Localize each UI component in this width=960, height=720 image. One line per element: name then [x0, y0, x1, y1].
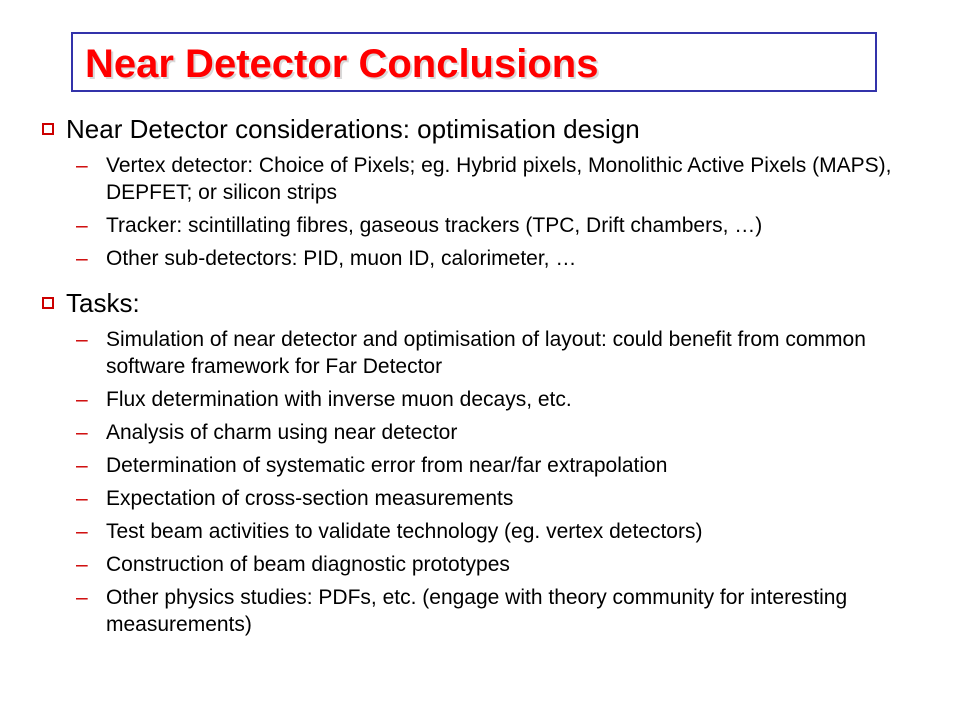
list-item: [42, 584, 942, 638]
dash-bullet: –: [76, 328, 88, 351]
dash-bullet: –: [76, 586, 88, 609]
section-heading-text: Near Detector considerations: optimisation design: [66, 114, 640, 144]
list-item-text: Flux determination with inverse muon decays, etc.: [106, 388, 572, 411]
section-near-detector-considerations: [42, 112, 942, 272]
list-item: [42, 326, 942, 380]
list-item: [42, 386, 942, 413]
section-tasks: [42, 286, 942, 638]
list-item: [42, 518, 942, 545]
title-box: [71, 32, 877, 92]
section-heading-text: Tasks:: [66, 288, 140, 318]
list-item: [42, 212, 942, 239]
list-item-text: Tracker: scintillating fibres, gaseous trackers (TPC, Drift chambers, …): [106, 214, 763, 237]
list-item: [42, 485, 942, 512]
list-item: [42, 419, 942, 446]
sub-list: [42, 326, 942, 638]
dash-bullet: –: [76, 454, 88, 477]
list-item-text: Analysis of charm using near detector: [106, 421, 458, 444]
list-item-text: Other physics studies: PDFs, etc. (engage with theory community for interesting measurements): [106, 586, 848, 636]
dash-bullet: –: [76, 487, 88, 510]
dash-bullet: –: [76, 553, 88, 576]
list-item: [42, 452, 942, 479]
list-item-text: Vertex detector: Choice of Pixels; eg. Hybrid pixels, Monolithic Active Pixels (MAPS), DEPFET; or silicon strips: [106, 154, 892, 204]
slide-title: Near Detector Conclusions: [85, 42, 599, 86]
list-item: [42, 152, 942, 206]
list-item-text: Determination of systematic error from near/far extrapolation: [106, 454, 668, 477]
dash-bullet: –: [76, 154, 88, 177]
dash-bullet: –: [76, 247, 88, 270]
list-item-text: Other sub-detectors: PID, muon ID, calorimeter, …: [106, 247, 577, 270]
list-item-text: Simulation of near detector and optimisation of layout: could benefit from common software framework for Far Detector: [106, 328, 866, 378]
dash-bullet: –: [76, 520, 88, 543]
slide-content: [42, 112, 942, 638]
list-item-text: Test beam activities to validate technology (eg. vertex detectors): [106, 520, 703, 543]
list-item: [42, 245, 942, 272]
list-item-text: Construction of beam diagnostic prototypes: [106, 553, 510, 576]
dash-bullet: –: [76, 421, 88, 444]
dash-bullet: –: [76, 388, 88, 411]
square-bullet-icon: [42, 123, 54, 135]
dash-bullet: –: [76, 214, 88, 237]
list-item: [42, 551, 942, 578]
section-heading: [42, 286, 942, 320]
sub-list: [42, 152, 942, 272]
list-item-text: Expectation of cross-section measurements: [106, 487, 514, 510]
square-bullet-icon: [42, 297, 54, 309]
section-heading: [42, 112, 942, 146]
